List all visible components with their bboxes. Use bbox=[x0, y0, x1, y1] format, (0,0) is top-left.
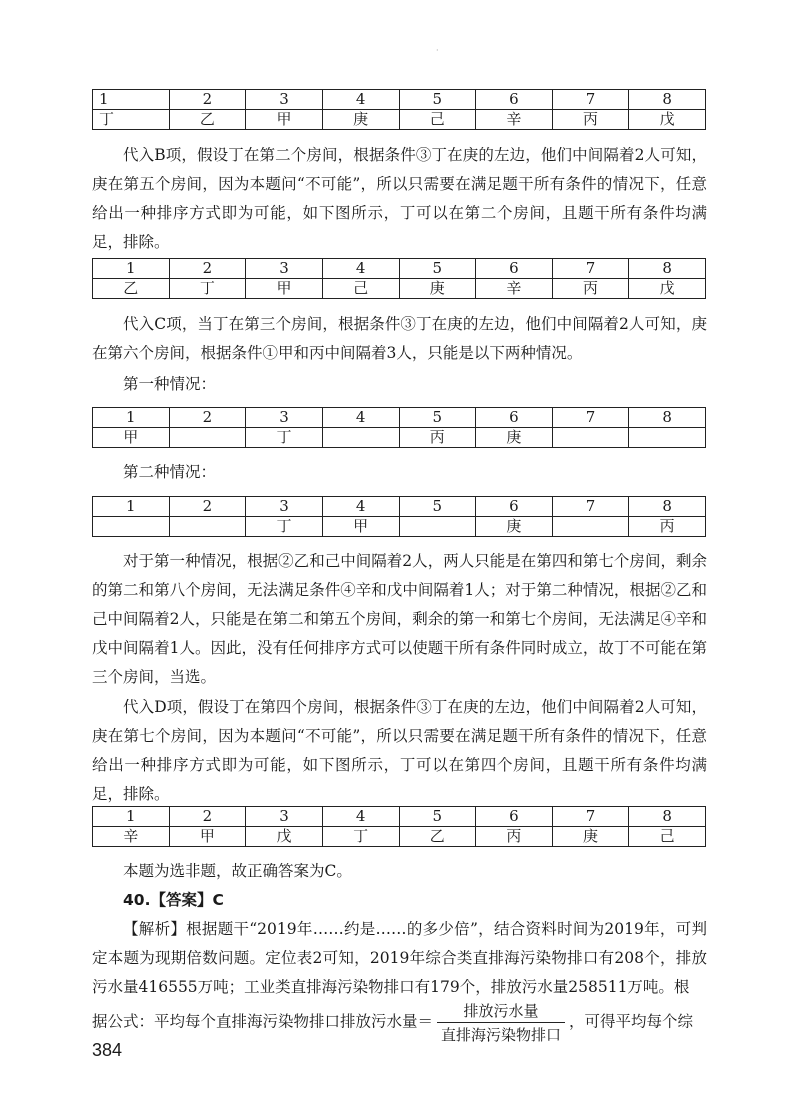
table-cell: 庚 bbox=[399, 279, 476, 299]
table-header-cell: 7 bbox=[552, 90, 629, 110]
table-cell: 己 bbox=[322, 279, 399, 299]
table-header-cell: 7 bbox=[552, 807, 629, 827]
table-header-cell: 5 bbox=[399, 807, 476, 827]
formula-line bbox=[92, 1000, 707, 1045]
table-cell: 甲 bbox=[246, 110, 323, 130]
formula-suffix: ，可得平均每个综 bbox=[569, 1012, 694, 1031]
table-header-cell: 3 bbox=[246, 259, 323, 279]
table-cell: 甲 bbox=[169, 827, 246, 847]
table-cell: 甲 bbox=[322, 517, 399, 537]
paragraph-option-c-analysis: 对于第一种情况，根据②乙和己中间隔着2人，两人只能是在第四和第七个房间，剩余的第二和第八个房间，无法满足条件④辛和戊中间隔着1人；对于第二种情况，根据②乙和己中间隔着2人，只能是在第二和第五个房间，剩余的第一和第七个房间，无法满足④辛和戊中间隔着1人。因此，没有任何排序方式可以使题干所有条件同时成立，故丁不可能在第三个房间，当选。 bbox=[92, 552, 707, 686]
table-cell bbox=[399, 517, 476, 537]
table-header-cell: 4 bbox=[322, 259, 399, 279]
table-cell: 戊 bbox=[629, 279, 706, 299]
table-cell: 丁 bbox=[169, 279, 246, 299]
table-header-cell: 1 bbox=[93, 259, 170, 279]
table-cell: 甲 bbox=[246, 279, 323, 299]
table-cell: 甲 bbox=[93, 428, 170, 448]
table-cell: 丙 bbox=[399, 428, 476, 448]
table-cell bbox=[552, 428, 629, 448]
table-cell: 庚 bbox=[322, 110, 399, 130]
table-cell: 庚 bbox=[552, 827, 629, 847]
table-cell: 丁 bbox=[246, 428, 323, 448]
table-header-cell: 1 bbox=[93, 408, 170, 428]
table-header-cell: 3 bbox=[246, 90, 323, 110]
table-cell: 乙 bbox=[399, 827, 476, 847]
table-header-cell: 7 bbox=[552, 408, 629, 428]
table-header-cell: 3 bbox=[246, 807, 323, 827]
arrangement-table-4 bbox=[92, 496, 706, 537]
table-cell: 庚 bbox=[476, 517, 553, 537]
table-cell: 乙 bbox=[169, 110, 246, 130]
formula-fraction bbox=[437, 1000, 565, 1045]
table-header-cell: 6 bbox=[476, 259, 553, 279]
table-cell: 丁 bbox=[93, 110, 170, 130]
table-cell: 戊 bbox=[246, 827, 323, 847]
table-header-cell: 4 bbox=[322, 497, 399, 517]
table-header-cell: 6 bbox=[476, 408, 553, 428]
formula-denominator: 直排海污染物排口 bbox=[441, 1026, 562, 1044]
table-header-cell: 4 bbox=[322, 408, 399, 428]
table-header-cell: 5 bbox=[399, 408, 476, 428]
table-cell: 戊 bbox=[629, 110, 706, 130]
table-cell bbox=[552, 517, 629, 537]
paragraph-option-c: 代入C项，当丁在第三个房间，根据条件③丁在庚的左边，他们中间隔着2人可知，庚在第六个房间，根据条件①甲和丙中间隔着3人，只能是以下两种情况。 bbox=[92, 315, 707, 362]
table-cell: 丙 bbox=[476, 827, 553, 847]
table-header-cell: 3 bbox=[246, 408, 323, 428]
table-header-cell: 5 bbox=[399, 90, 476, 110]
table-cell bbox=[169, 428, 246, 448]
case-two-label: 第二种情况： bbox=[123, 463, 217, 481]
paragraph-option-b: 代入B项，假设丁在第二个房间，根据条件③丁在庚的左边，他们中间隔着2人可知，庚在第五个房间，因为本题问“不可能”，所以只需要在满足题干所有条件的情况下，任意给出一种排序方式即为可能，如下图所示，丁可以在第二个房间，且题干所有条件均满足，排除。 bbox=[92, 146, 707, 251]
table-header-cell: 5 bbox=[399, 259, 476, 279]
formula-numerator: 排放污水量 bbox=[437, 1000, 565, 1023]
table-header-cell: 4 bbox=[322, 807, 399, 827]
table-header-cell: 4 bbox=[322, 90, 399, 110]
table-header-cell: 7 bbox=[552, 497, 629, 517]
table-header-cell: 1 bbox=[93, 497, 170, 517]
header-mark: · bbox=[436, 46, 439, 55]
table-header-cell: 1 bbox=[93, 807, 170, 827]
table-header-cell: 8 bbox=[629, 259, 706, 279]
table-header-cell: 2 bbox=[169, 259, 246, 279]
table-header-cell: 6 bbox=[476, 497, 553, 517]
case-one-label: 第一种情况： bbox=[123, 375, 217, 393]
table-header-cell: 6 bbox=[476, 90, 553, 110]
table-cell: 己 bbox=[399, 110, 476, 130]
table-cell bbox=[629, 428, 706, 448]
table-cell: 辛 bbox=[476, 110, 553, 130]
page-number: 384 bbox=[92, 1040, 123, 1060]
arrangement-table-3 bbox=[92, 407, 706, 448]
conclusion-text: 本题为选非题，故正确答案为C。 bbox=[123, 862, 352, 880]
table-cell: 辛 bbox=[93, 827, 170, 847]
table-cell: 辛 bbox=[476, 279, 553, 299]
table-header-cell: 2 bbox=[169, 497, 246, 517]
table-header-cell: 5 bbox=[399, 497, 476, 517]
table-cell: 丙 bbox=[552, 279, 629, 299]
table-header-cell: 6 bbox=[476, 807, 553, 827]
paragraph-option-d: 代入D项，假设丁在第四个房间，根据条件③丁在庚的左边，他们中间隔着2人可知，庚在第七个房间，因为本题问“不可能”，所以只需要在满足题干所有条件的情况下，任意给出一种排序方式即为可能，如下图所示，丁可以在第四个房间，且题干所有条件均满足，排除。 bbox=[92, 698, 707, 803]
table-header-cell: 2 bbox=[169, 90, 246, 110]
table-header-cell: 8 bbox=[629, 408, 706, 428]
table-cell bbox=[322, 428, 399, 448]
table-cell: 庚 bbox=[476, 428, 553, 448]
table-header-cell: 1 bbox=[93, 90, 170, 110]
table-header-cell: 3 bbox=[246, 497, 323, 517]
answer-heading: 40.【答案】C bbox=[123, 891, 224, 909]
table-header-cell: 8 bbox=[629, 90, 706, 110]
table-cell bbox=[93, 517, 170, 537]
analysis-paragraph: 【解析】根据题干“2019年……约是……的多少倍”，结合资料时间为2019年，可判定本题为现期倍数问题。定位表2可知，2019年综合类直排海污染物排口有208个，排放污水量416555万吨；工业类直排海污染物排口有179个，排放污水量258511万吨。根 bbox=[92, 920, 707, 996]
table-header-cell: 7 bbox=[552, 259, 629, 279]
arrangement-table-5 bbox=[92, 806, 706, 847]
table-cell: 乙 bbox=[93, 279, 170, 299]
table-cell: 丁 bbox=[322, 827, 399, 847]
table-header-cell: 8 bbox=[629, 497, 706, 517]
table-cell: 丙 bbox=[629, 517, 706, 537]
table-cell: 丙 bbox=[552, 110, 629, 130]
table-header-cell: 2 bbox=[169, 408, 246, 428]
table-cell: 己 bbox=[629, 827, 706, 847]
formula-prefix: 据公式：平均每个直排海污染物排口排放污水量＝ bbox=[92, 1012, 434, 1031]
table-header-cell: 8 bbox=[629, 807, 706, 827]
arrangement-table-1 bbox=[92, 89, 706, 130]
arrangement-table-2 bbox=[92, 258, 706, 299]
table-cell bbox=[169, 517, 246, 537]
table-header-cell: 2 bbox=[169, 807, 246, 827]
table-cell: 丁 bbox=[246, 517, 323, 537]
